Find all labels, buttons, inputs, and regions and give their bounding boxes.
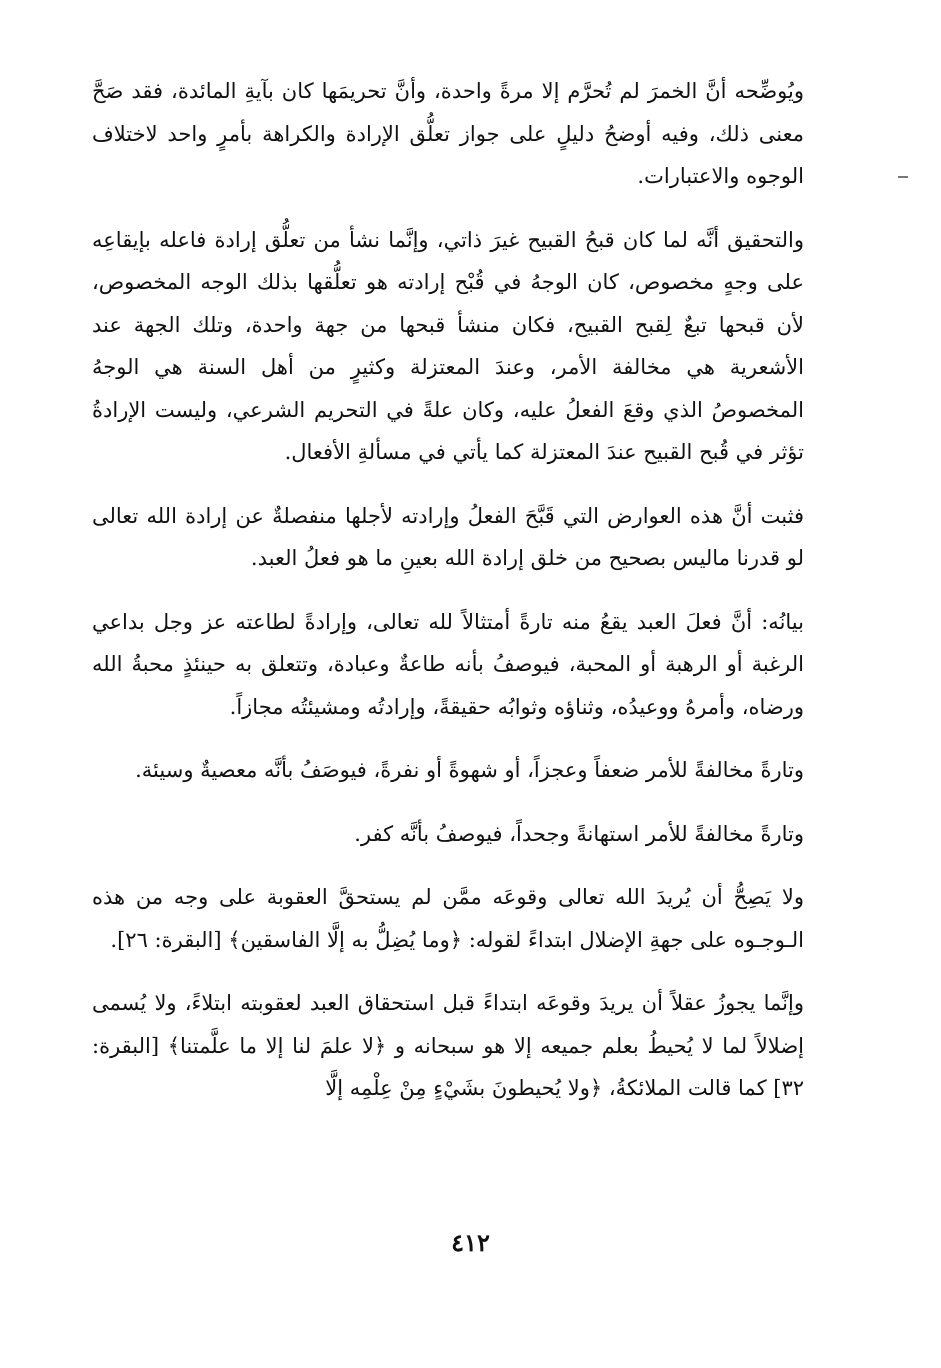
paragraph-7: ولا يَصِحُّ أن يُريدَ الله تعالى وقوعَه ممَّن لم يستحقَّ العقوبة على وجه من هذه الـوجـوه على جهةِ الإضلال ابتداءً لقوله: ﴿وما يُضِلُّ به إلَّا الفاسقين﴾ [البقرة: ٢٦].: [92, 885, 804, 952]
paragraph-6: وتارةً مخالفةً للأمر استهانةً وجحداً، فيوصفُ بأنَّه كفر.: [354, 821, 804, 846]
paragraph-4: بيانُه: أنَّ فعلَ العبد يقعُ منه تارةً أمتثالاً لله تعالى، وإرادةً لطاعته عز وجل بداعي الرغبة أو الرهبة أو المحبة، فيوصفُ بأنه طاعةٌ وعبادة، وتتعلق به حينئذٍ محبةُ الله ورضاه، وأمرهُ ووعيدُه، وثناؤه وثوابُه حقيقةً، وإرادتُه ومشيئتُه مجازاً.: [92, 609, 804, 719]
paragraph-5: وتارةً مخالفةً للأمر ضعفاً وعجزاً، أو شهوةً أو نفرةً، فيوصَفُ بأنَّه معصيةٌ وسيئة.: [135, 758, 804, 782]
main-text: [92, 70, 804, 1131]
margin-mark: [898, 176, 908, 178]
paragraph-2: والتحقيق أنَّه لما كان قبحُ القبيح غيرَ ذاتي، وإنَّما نشأ من تعلُّق إرادة فاعله بإيقاعِه على وجهٍ مخصوص، كان الوجهُ في قُبْح إرادته هو تعلُّقها بذلك الوجه المخصوص، لأن قبحها تبعٌ لِقبح القبيح، فكان منشأ قبحها من جهة واحدة، وتلك الجهة عند الأشعرية هي مخالفة الأمر، وعندَ المعتزلة وكثيرٍ من أهل السنة هي الوجهُ المخصوصُ الذي وقعَ الفعلُ عليه، وكان علةً في التحريم الشرعي، وليست الإرادةُ تؤثر في قُبح القبيح عندَ المعتزلة كما يأتي في مسألةِ الأفعال.: [92, 227, 804, 464]
paragraph-3: فثبت أنَّ هذه العوارض التي قَبَّحَ الفعلُ وإرادته لأجلها منفصلةٌ عن إرادة الله تعالى لو قدرنا ماليس بصحيح من خلق إرادة الله بعينِ ما هو فعلُ العبد.: [92, 503, 804, 570]
page-number: ٤١٢: [451, 1228, 490, 1257]
paragraph-1: ويُوضِّحه أنَّ الخمرَ لم تُحرَّم إلا مرةً واحدة، وأنَّ تحريمَها كان بآيةِ المائدة، فقد صَحَّ معنى ذلك، وفيه أوضحُ دليلٍ على جواز تعلُّق الإرادة والكراهة بأمرٍ واحد لاختلاف الوجوه والاعتبارات.: [92, 79, 804, 188]
paragraph-8: وإنَّما يجوزُ عقلاً أن يريدَ وقوعَه ابتداءً قبل استحقاق العبد لعقوبته ابتلاءً، ولا يُسمى إضلالاً لما لا يُحيطُ بعلم جميعه إلا هو سبحانه و ﴿لا علمَ لنا إلا ما علَّمتنا﴾ [البقرة: ٣٢] كما قالت الملائكةُ، ﴿ولا يُحيطونَ بشَيْءٍ مِنْ عِلْمِه إلَّا: [92, 991, 804, 1100]
